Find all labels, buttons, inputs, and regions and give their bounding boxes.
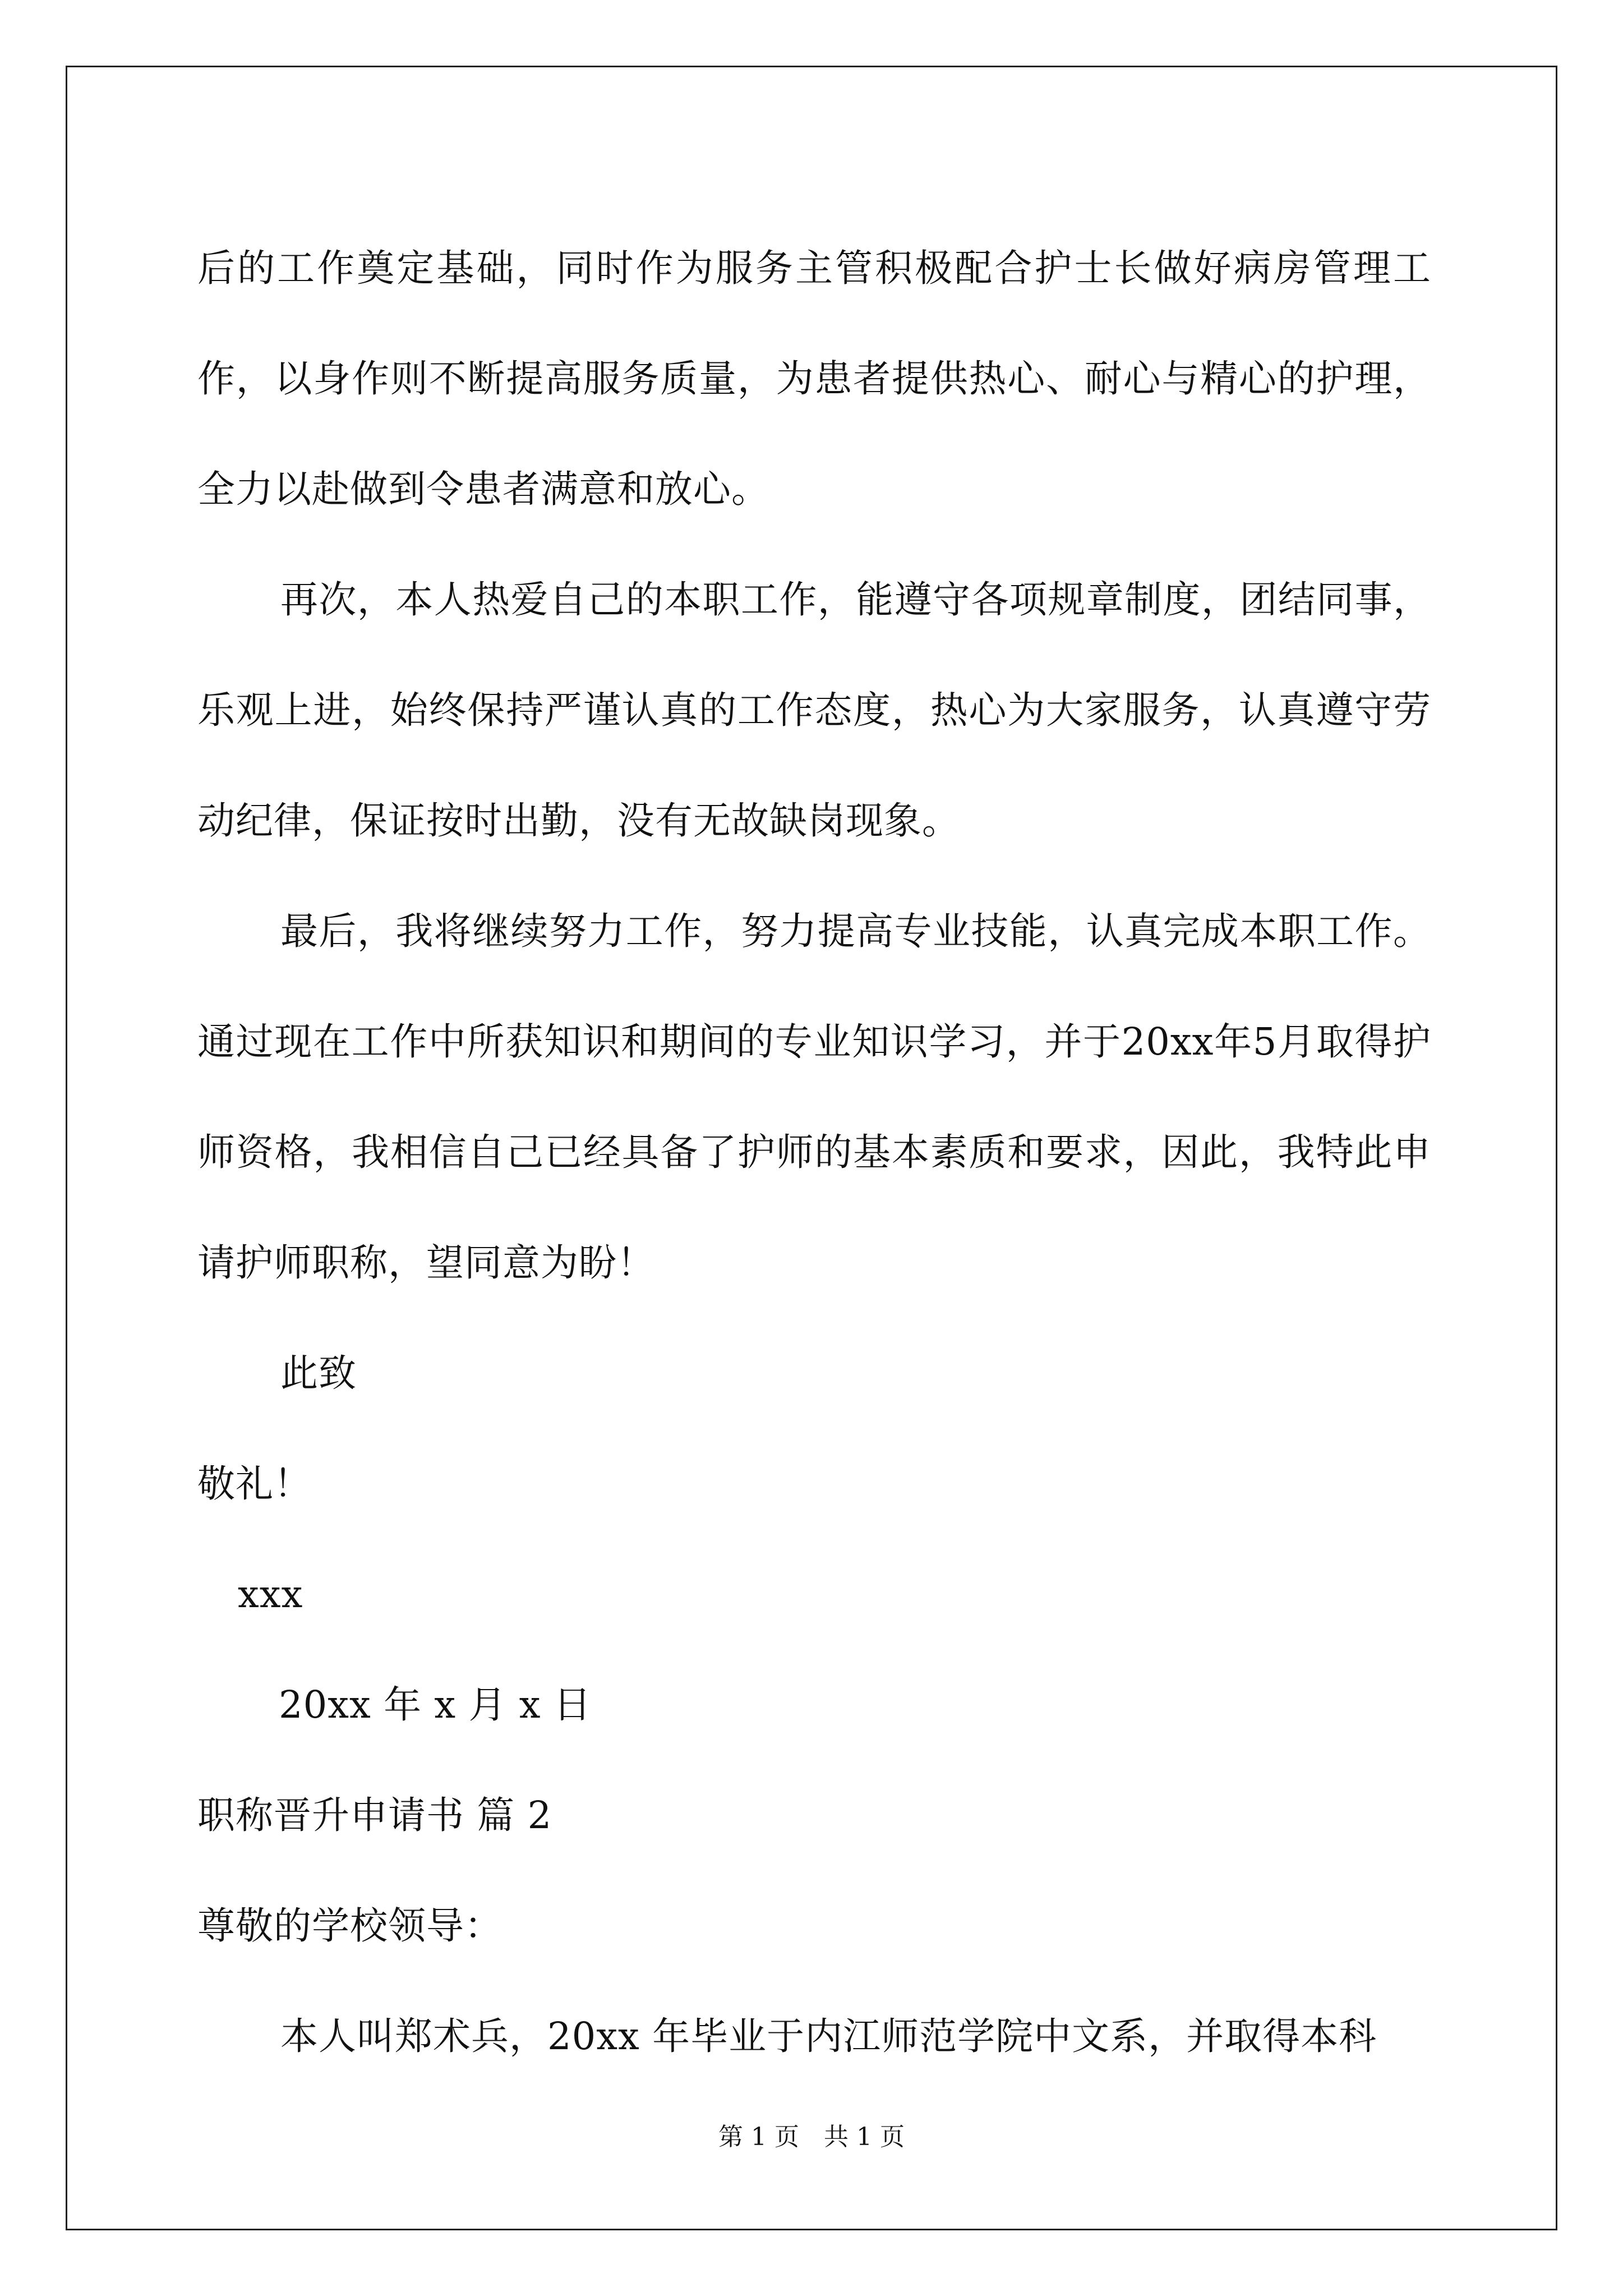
signature-name: xxx [238,1572,303,1616]
paragraph-next: 本人叫郑术兵，20xx 年毕业于内江师范学院中文系，并取得本科 [280,2014,1377,2058]
section-title: 职称晋升申请书 篇 2 [197,1793,552,1837]
document-body [197,213,1431,2092]
paragraph-continuation: 后的工作奠定基础，同时作为服务主管积极配合护士长做好病房管理工作，以身作则不断提高服务质量，为患者提供热心、耐心与精心的护理，全力以赴做到令患者满意和放心。 [197,246,1431,511]
salutation-line: 敬礼！ [197,1462,312,1506]
closing-line: 此致 [280,1351,357,1395]
paragraph-second: 再次，本人热爱自己的本职工作，能遵守各项规章制度，团结同事，乐观上进，始终保持严谨认真的工作态度，热心为大家服务，认真遵守劳动纪律，保证按时出勤，没有无故缺岗现象。 [197,578,1431,843]
paragraph-third: 最后，我将继续努力工作，努力提高专业技能，认真完成本职工作。通过现在工作中所获知识和期间的专业知识学习，并于20xx年5月取得护师资格，我相信自己已经具备了护师的基本素质和要求，因此，我特此申请护师职称，望同意为盼！ [197,909,1431,1285]
addressee-line: 尊敬的学校领导： [197,1904,502,1948]
page-number-footer: 第 1 页 共 1 页 [718,2123,905,2151]
signature-date: 20xx 年 x 月 x 日 [279,1683,592,1727]
